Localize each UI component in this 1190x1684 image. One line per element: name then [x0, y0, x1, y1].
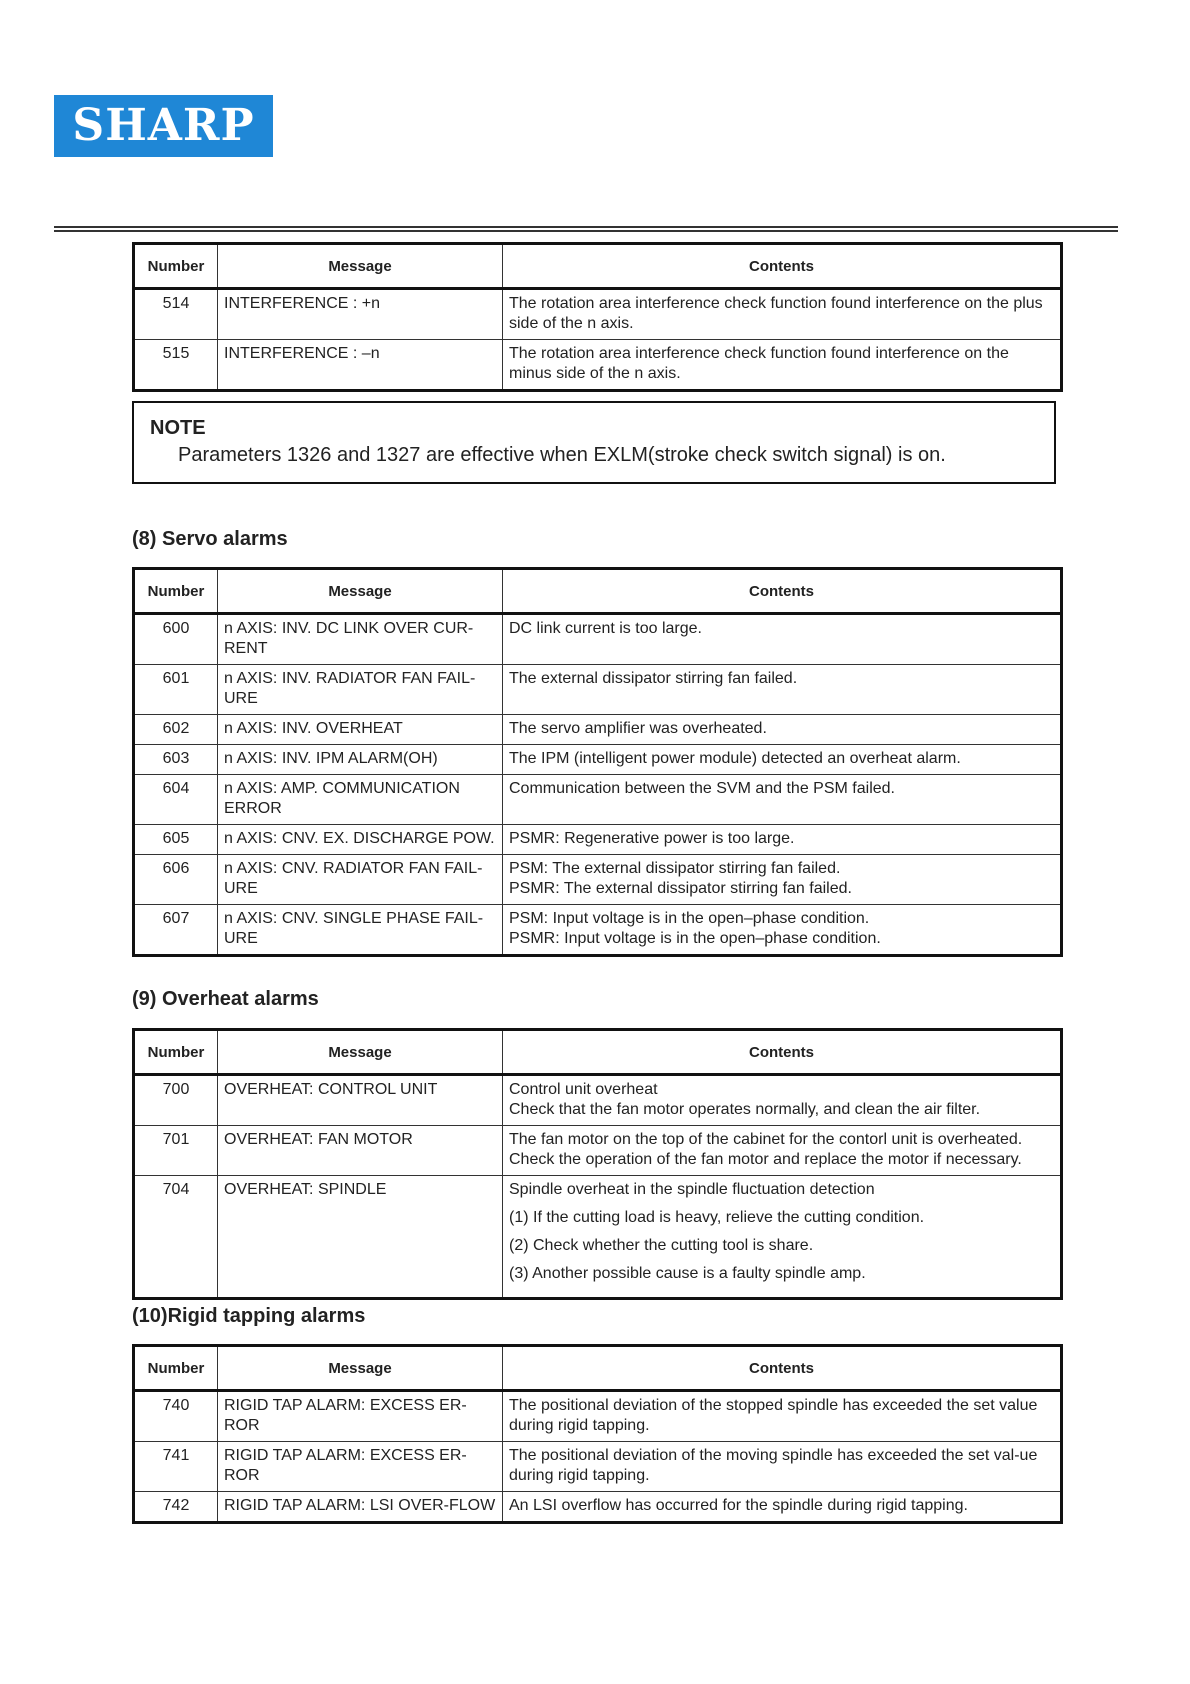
table-row — [134, 1391, 1062, 1442]
alarm-message: n AXIS: CNV. SINGLE PHASE FAIL-URE — [218, 905, 503, 956]
alarm-number: 740 — [134, 1391, 218, 1442]
alarm-contents — [503, 289, 1062, 340]
alarm-contents — [503, 1176, 1062, 1299]
section-heading-rigid: (10)Rigid tapping alarms — [132, 1305, 366, 1327]
contents-line: PSM: Input voltage is in the open–phase condition. — [509, 910, 870, 927]
table-row — [134, 1126, 1062, 1176]
table-row — [134, 715, 1062, 745]
alarm-table — [132, 567, 1063, 957]
alarm-table — [132, 1028, 1063, 1300]
header-contents: Contents — [503, 244, 1062, 289]
header-number: Number — [134, 1346, 218, 1391]
alarm-message: RIGID TAP ALARM: EXCESS ER-ROR — [218, 1391, 503, 1442]
header-message: Message — [218, 1346, 503, 1391]
header-number: Number — [134, 244, 218, 289]
alarm-message: OVERHEAT: FAN MOTOR — [218, 1126, 503, 1176]
contents-line: Check the operation of the fan motor and replace the motor if necessary. — [509, 1151, 1022, 1168]
table-interference — [132, 242, 1063, 392]
alarm-number: 742 — [134, 1492, 218, 1523]
alarm-message: INTERFERENCE : –n — [218, 340, 503, 391]
contents-line: The positional deviation of the stopped spindle has exceeded the set value during rigid tapping. — [509, 1397, 1038, 1434]
table-row — [134, 775, 1062, 825]
header-number: Number — [134, 1030, 218, 1075]
header-message: Message — [218, 1030, 503, 1075]
alarm-message: n AXIS: INV. DC LINK OVER CUR-RENT — [218, 614, 503, 665]
table-header-row — [134, 244, 1062, 289]
alarm-number: 701 — [134, 1126, 218, 1176]
header-message: Message — [218, 569, 503, 614]
alarm-contents — [503, 1075, 1062, 1126]
contents-line: Check that the fan motor operates normally, and clean the air filter. — [509, 1101, 981, 1118]
contents-line: (2) Check whether the cutting tool is share. — [509, 1237, 814, 1254]
alarm-contents — [503, 905, 1062, 956]
alarm-number: 605 — [134, 825, 218, 855]
contents-line: The external dissipator stirring fan failed. — [509, 670, 798, 687]
contents-line: PSM: The external dissipator stirring fan failed. — [509, 860, 841, 877]
table-row — [134, 665, 1062, 715]
note-body: Parameters 1326 and 1327 are effective when EXLM(stroke check switch signal) is on. — [178, 444, 946, 466]
alarm-contents — [503, 1442, 1062, 1492]
alarm-number: 741 — [134, 1442, 218, 1492]
note-title: NOTE — [150, 417, 206, 439]
table-row — [134, 614, 1062, 665]
contents-line: (3) Another possible cause is a faulty spindle amp. — [509, 1265, 866, 1282]
alarm-message: INTERFERENCE : +n — [218, 289, 503, 340]
alarm-message: RIGID TAP ALARM: EXCESS ER-ROR — [218, 1442, 503, 1492]
table-row — [134, 1492, 1062, 1523]
alarm-table — [132, 1344, 1063, 1524]
table-header-row — [134, 1346, 1062, 1391]
table-header-row — [134, 569, 1062, 614]
alarm-number: 607 — [134, 905, 218, 956]
alarm-message: n AXIS: INV. IPM ALARM(OH) — [218, 745, 503, 775]
alarm-contents — [503, 775, 1062, 825]
alarm-contents — [503, 825, 1062, 855]
table-row — [134, 1442, 1062, 1492]
alarm-message: n AXIS: CNV. EX. DISCHARGE POW. — [218, 825, 503, 855]
table-overheat-alarms — [132, 1028, 1063, 1300]
alarm-contents — [503, 1126, 1062, 1176]
table-row — [134, 1176, 1062, 1299]
contents-line: The rotation area interference check function found interference on the plus side of the n axis. — [509, 295, 1043, 332]
alarm-number: 514 — [134, 289, 218, 340]
alarm-number: 700 — [134, 1075, 218, 1126]
alarm-contents — [503, 614, 1062, 665]
contents-line: The rotation area interference check function found interference on the minus side of the n axis. — [509, 345, 1009, 382]
alarm-contents — [503, 715, 1062, 745]
alarm-table — [132, 242, 1063, 392]
alarm-number: 603 — [134, 745, 218, 775]
header-rule — [54, 230, 1118, 232]
alarm-contents — [503, 745, 1062, 775]
table-header-row — [134, 1030, 1062, 1075]
contents-line: DC link current is too large. — [509, 620, 702, 637]
alarm-message: RIGID TAP ALARM: LSI OVER-FLOW — [218, 1492, 503, 1523]
alarm-contents — [503, 1391, 1062, 1442]
section-heading-overheat: (9) Overheat alarms — [132, 988, 319, 1010]
sharp-logo: SHARP — [54, 95, 273, 157]
contents-line: Spindle overheat in the spindle fluctuation detection — [509, 1181, 875, 1198]
contents-line: An LSI overflow has occurred for the spindle during rigid tapping. — [509, 1497, 968, 1514]
note-box — [132, 401, 1056, 484]
alarm-contents — [503, 340, 1062, 391]
alarm-number: 604 — [134, 775, 218, 825]
contents-line: Communication between the SVM and the PSM failed. — [509, 780, 895, 797]
alarm-number: 602 — [134, 715, 218, 745]
alarm-message: OVERHEAT: CONTROL UNIT — [218, 1075, 503, 1126]
section-heading-servo: (8) Servo alarms — [132, 528, 288, 550]
header-number: Number — [134, 569, 218, 614]
contents-line: PSMR: The external dissipator stirring fan failed. — [509, 880, 852, 897]
header-contents: Contents — [503, 1346, 1062, 1391]
table-rigid-tapping-alarms — [132, 1344, 1063, 1524]
contents-line: The fan motor on the top of the cabinet for the contorl unit is overheated. — [509, 1131, 1023, 1148]
table-row — [134, 855, 1062, 905]
alarm-contents — [503, 1492, 1062, 1523]
contents-line: PSMR: Regenerative power is too large. — [509, 830, 795, 847]
contents-line: The servo amplifier was overheated. — [509, 720, 767, 737]
header-contents: Contents — [503, 569, 1062, 614]
contents-line: Control unit overheat — [509, 1081, 658, 1098]
table-row — [134, 825, 1062, 855]
table-servo-alarms — [132, 567, 1063, 957]
table-row — [134, 905, 1062, 956]
header-contents: Contents — [503, 1030, 1062, 1075]
alarm-message: n AXIS: INV. OVERHEAT — [218, 715, 503, 745]
contents-line: The positional deviation of the moving spindle has exceeded the set val-ue during rigid tapping. — [509, 1447, 1038, 1484]
alarm-number: 606 — [134, 855, 218, 905]
alarm-message: n AXIS: INV. RADIATOR FAN FAIL-URE — [218, 665, 503, 715]
alarm-message: n AXIS: AMP. COMMUNICATION ERROR — [218, 775, 503, 825]
alarm-number: 601 — [134, 665, 218, 715]
alarm-contents — [503, 665, 1062, 715]
alarm-contents — [503, 855, 1062, 905]
table-row — [134, 745, 1062, 775]
alarm-message: n AXIS: CNV. RADIATOR FAN FAIL-URE — [218, 855, 503, 905]
table-row — [134, 1075, 1062, 1126]
alarm-number: 600 — [134, 614, 218, 665]
contents-line: PSMR: Input voltage is in the open–phase condition. — [509, 930, 881, 947]
contents-line: (1) If the cutting load is heavy, relieve the cutting condition. — [509, 1209, 925, 1226]
contents-line: The IPM (intelligent power module) detected an overheat alarm. — [509, 750, 961, 767]
table-row — [134, 340, 1062, 391]
alarm-number: 515 — [134, 340, 218, 391]
header-rule — [54, 226, 1118, 228]
alarm-message: OVERHEAT: SPINDLE — [218, 1176, 503, 1299]
header-message: Message — [218, 244, 503, 289]
table-row — [134, 289, 1062, 340]
alarm-number: 704 — [134, 1176, 218, 1299]
